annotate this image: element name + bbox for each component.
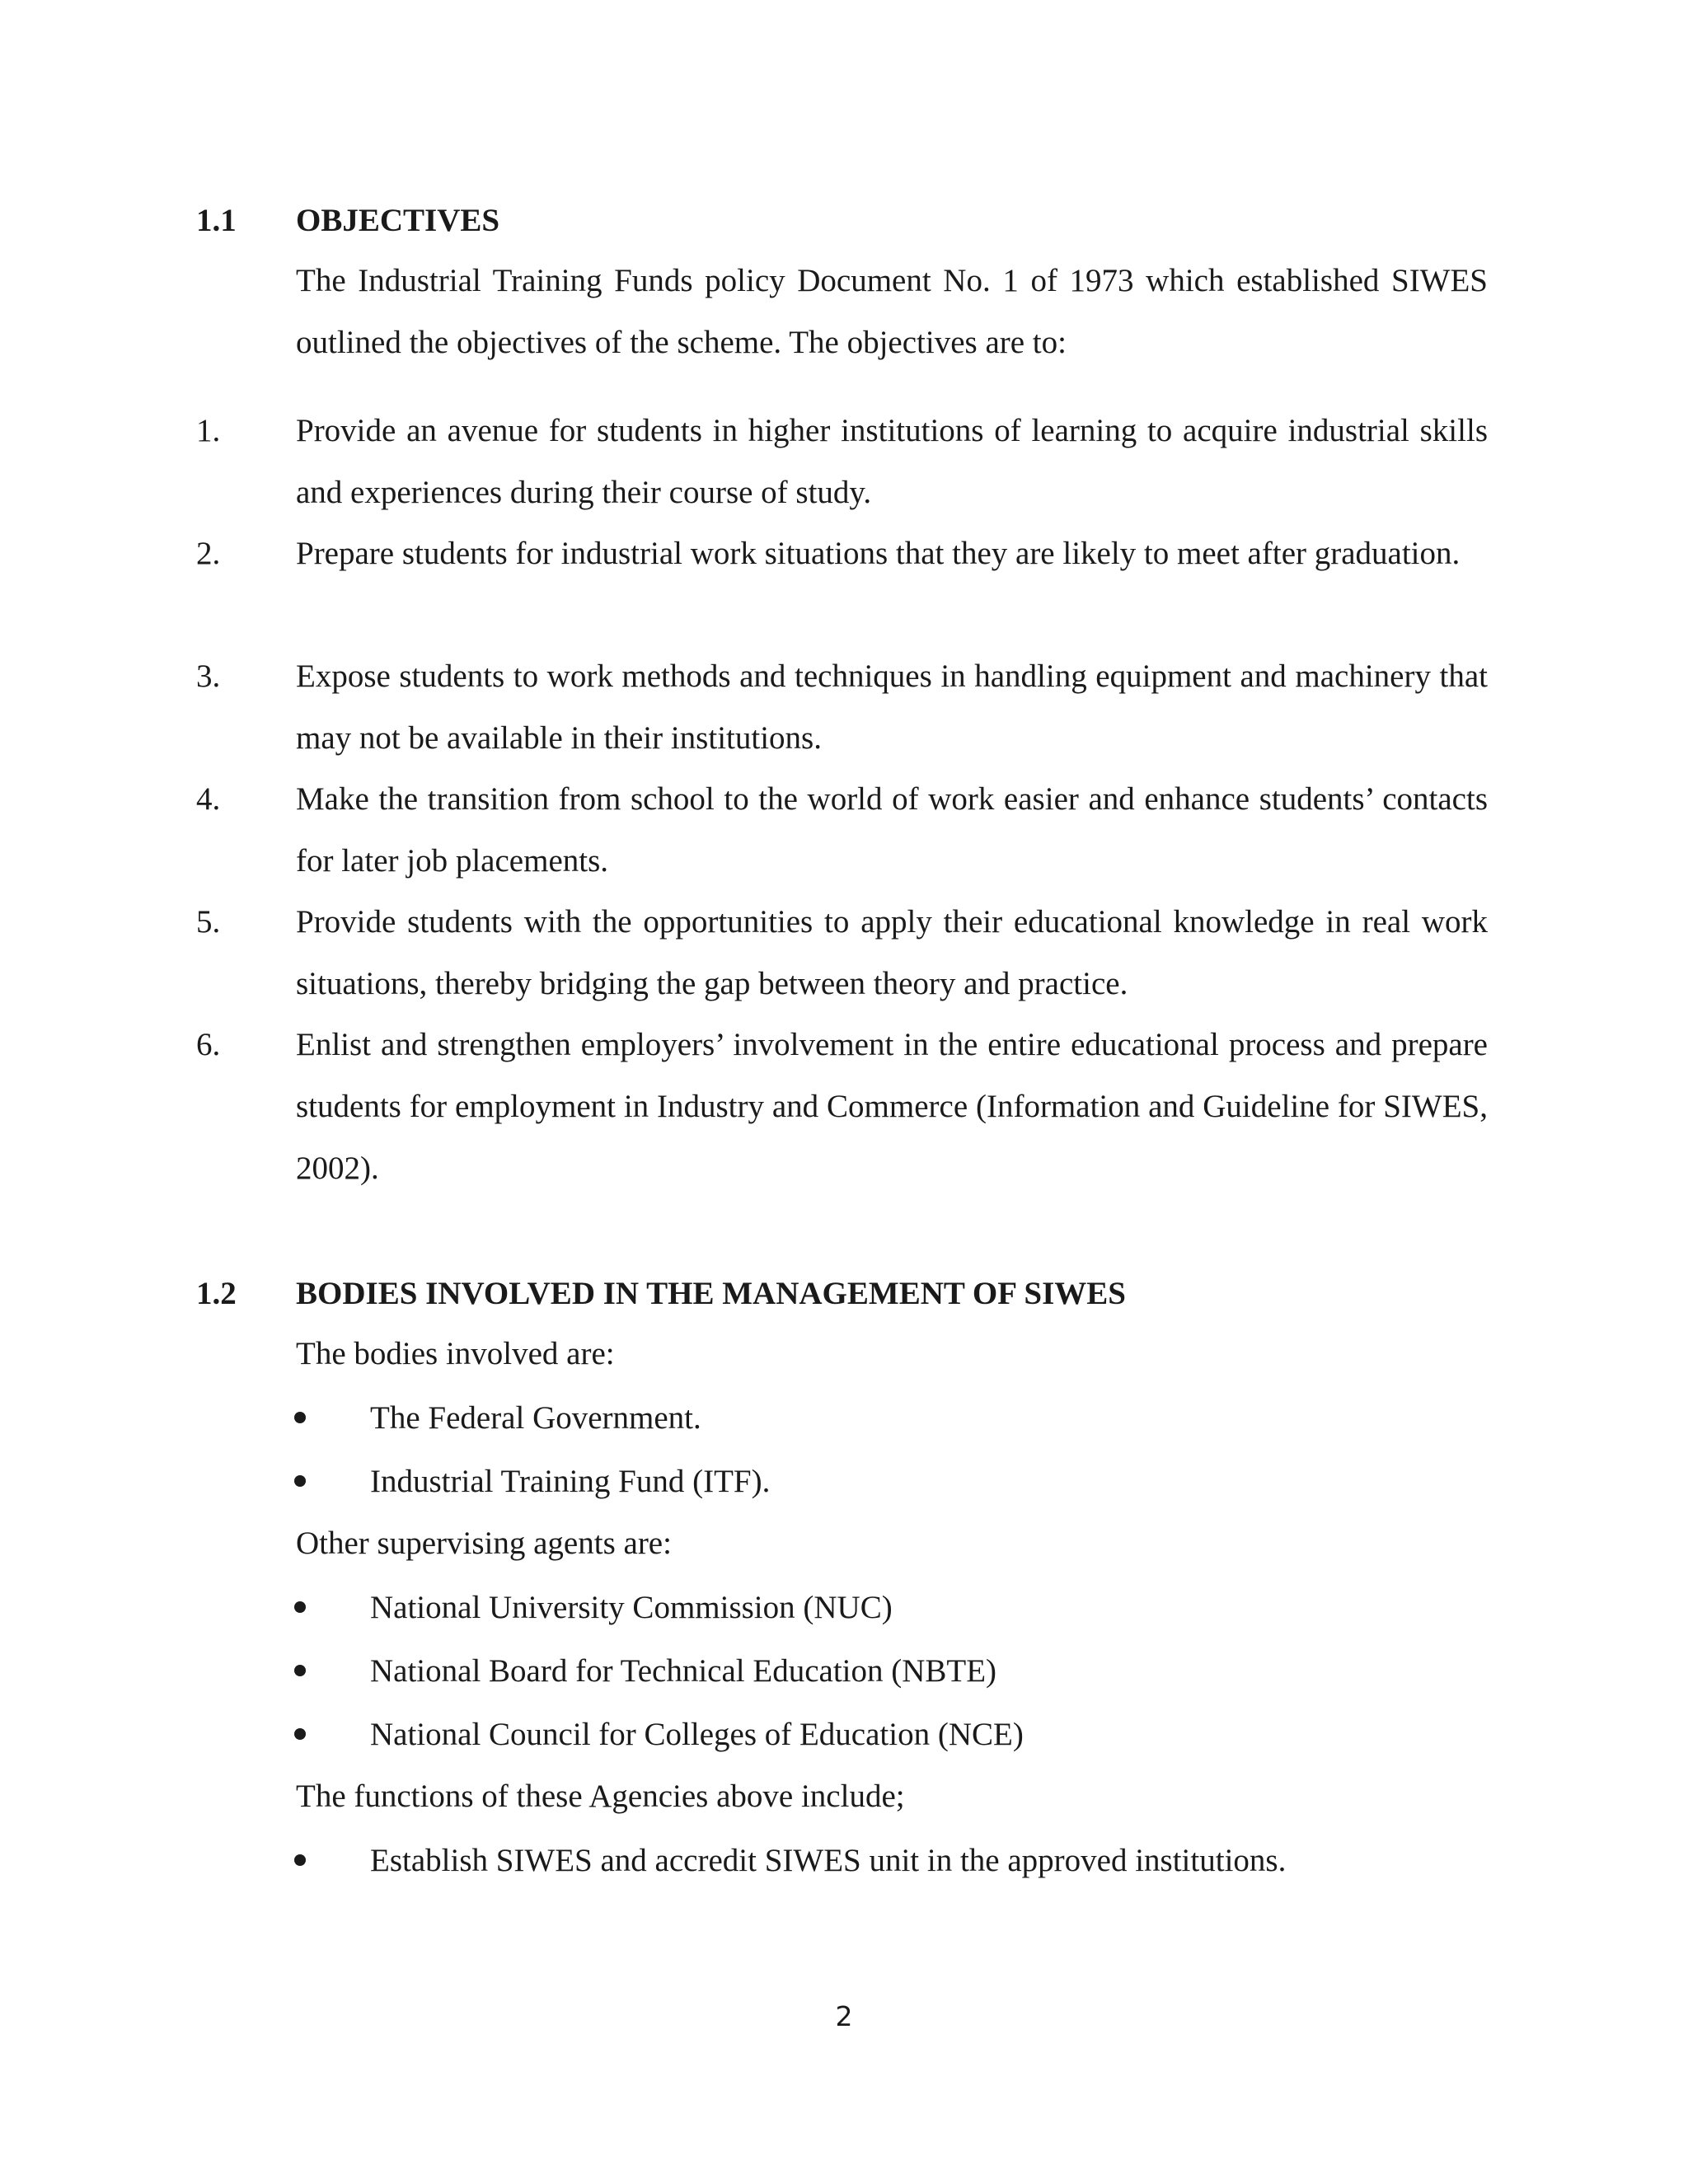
bullet-icon	[294, 1854, 306, 1866]
page-number: 2	[835, 2000, 853, 2032]
section-number: 1.2	[196, 1276, 237, 1311]
bullet-icon	[294, 1475, 306, 1487]
bullet-icon	[294, 1728, 306, 1740]
bullet-text: Establish SIWES and accredit SIWES unit in the approved institutions.	[370, 1843, 1287, 1878]
objectives-intro: The Industrial Training Funds policy Document No. 1 of 1973 which established SIWES outlined the objectives of the scheme. The objectives are to:	[296, 263, 1488, 360]
objective-number: 4.	[196, 781, 221, 817]
bullet-text: Industrial Training Fund (ITF).	[370, 1464, 771, 1499]
objective-text: Provide students with the opportunities to apply their educational knowledge in real work situations, thereby bridging the gap between theory and practice.	[296, 904, 1488, 1001]
objective-text: Prepare students for industrial work situations that they are likely to meet after graduation.	[296, 536, 1461, 571]
objective-number: 1.	[196, 413, 221, 448]
objective-number: 3.	[196, 658, 221, 694]
agents-intro: Other supervising agents are:	[296, 1526, 672, 1561]
objective-number: 5.	[196, 904, 221, 940]
functions-intro: The functions of these Agencies above include;	[296, 1779, 905, 1814]
bullet-text: The Federal Government.	[370, 1400, 701, 1436]
bullet-icon	[294, 1601, 306, 1613]
bullet-icon	[294, 1412, 306, 1423]
section-number: 1.1	[196, 203, 237, 238]
objective-number: 6.	[196, 1027, 221, 1062]
bullet-text: National Board for Technical Education (NBTE)	[370, 1653, 997, 1689]
bodies-intro: The bodies involved are:	[296, 1336, 615, 1371]
bullet-icon	[294, 1665, 306, 1676]
section-title: OBJECTIVES	[296, 203, 500, 238]
objective-text: Expose students to work methods and techniques in handling equipment and machinery that may not be available in their institutions.	[296, 658, 1488, 756]
section-title: BODIES INVOLVED IN THE MANAGEMENT OF SIWES	[296, 1276, 1126, 1311]
objective-number: 2.	[196, 536, 221, 571]
objective-text: Make the transition from school to the world of work easier and enhance students’ contacts for later job placements.	[296, 781, 1488, 879]
objective-text: Provide an avenue for students in higher institutions of learning to acquire industrial skills and experiences during their course of study.	[296, 413, 1488, 510]
bullet-text: National University Commission (NUC)	[370, 1590, 893, 1625]
objective-text: Enlist and strengthen employers’ involvement in the entire educational process and prepare students for employment in Industry and Commerce (Information and Guideline for SIWES, 2002).	[296, 1027, 1488, 1186]
bullet-text: National Council for Colleges of Education (NCE)	[370, 1717, 1024, 1752]
